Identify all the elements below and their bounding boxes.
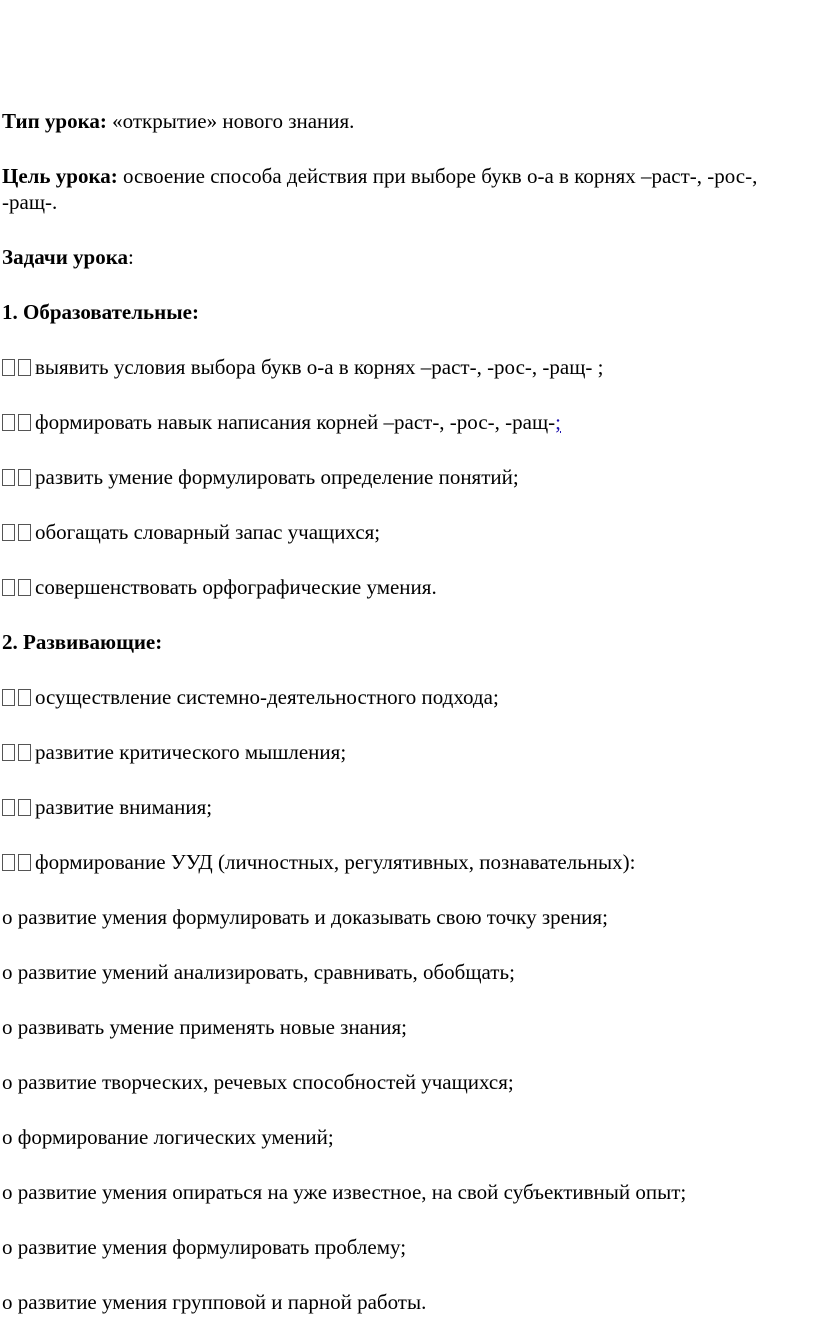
- sub-list-item: о развитие умения опираться на уже известное, на свой субъективный опыт;: [2, 1180, 687, 1204]
- lesson-type: [2, 108, 814, 134]
- list-item-text: развить умение формулировать определение понятий;: [35, 465, 519, 489]
- sub-list-item: о развивать умение применять новые знания;: [2, 1015, 407, 1039]
- lesson-goal: [2, 163, 814, 215]
- list-item-text: развитие критического мышления;: [35, 740, 347, 764]
- sub-list-item: о развитие умения групповой и парной работы.: [2, 1290, 427, 1314]
- lesson-goal-text: освоение способа действия при выборе букв о-а в корнях –раст-, -рос-, -ращ-.: [2, 164, 758, 214]
- missing-glyph-icon: [2, 354, 34, 380]
- list-item: [2, 464, 814, 490]
- list-item: [2, 574, 814, 600]
- semicolon-link[interactable]: ;: [555, 410, 561, 434]
- missing-glyph-icon: [2, 794, 34, 820]
- list-item-text: обогащать словарный запас учащихся;: [35, 520, 381, 544]
- list-item-text: развитие внимания;: [35, 795, 213, 819]
- tasks-heading-colon: :: [128, 245, 134, 269]
- missing-glyph-icon: [2, 464, 34, 490]
- developmental-heading: 2. Развивающие:: [2, 630, 163, 654]
- missing-glyph-icon: [2, 684, 34, 710]
- list-item-text: выявить условия выбора букв о-а в корнях –раст-, -рос-, -ращ- ;: [35, 355, 604, 379]
- missing-glyph-icon: [2, 739, 34, 765]
- sub-list-item: о развитие умений анализировать, сравнивать, обобщать;: [2, 960, 515, 984]
- list-item: [2, 519, 814, 545]
- list-item: [2, 739, 814, 765]
- document-body: [2, 108, 814, 1344]
- missing-glyph-icon: [2, 849, 34, 875]
- lesson-type-text: «открытие» нового знания.: [106, 109, 355, 133]
- list-item-text: осуществление системно-деятельностного подхода;: [35, 685, 499, 709]
- list-item-text: формирование УУД (личностных, регулятивных, познавательных):: [35, 850, 636, 874]
- missing-glyph-icon: [2, 519, 34, 545]
- list-item: [2, 849, 814, 875]
- lesson-goal-label: Цель урока:: [2, 164, 118, 188]
- sub-list-item: о формирование логических умений;: [2, 1125, 334, 1149]
- missing-glyph-icon: [2, 409, 34, 435]
- tasks-heading-label: Задачи урока: [2, 245, 129, 269]
- list-item-text: совершенствовать орфографические умения.: [35, 575, 437, 599]
- tasks-heading: [2, 244, 814, 270]
- sub-list-item: о развитие умения формулировать проблему;: [2, 1235, 407, 1259]
- missing-glyph-icon: [2, 574, 34, 600]
- list-item: [2, 684, 814, 710]
- list-item: [2, 409, 814, 435]
- list-item-text: формировать навык написания корней –раст-, -рос-, -ращ-: [35, 410, 556, 434]
- lesson-type-label: Тип урока:: [2, 109, 107, 133]
- sub-list-item: о развитие творческих, речевых способностей учащихся;: [2, 1070, 514, 1094]
- educational-heading: 1. Образовательные:: [2, 300, 199, 324]
- list-item: [2, 354, 814, 380]
- list-item: [2, 794, 814, 820]
- sub-list-item: о развитие умения формулировать и доказывать свою точку зрения;: [2, 905, 608, 929]
